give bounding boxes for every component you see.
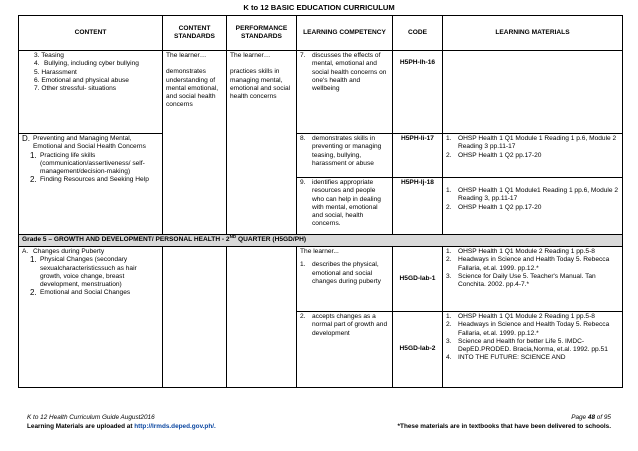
- list-item: OHSP Health 1 Q1 Module 2 Reading 1 pp.5-8: [458, 248, 595, 255]
- grade-heading: Grade 5 – GROWTH AND DEVELOPMENT/ PERSONAL HEALTH - 2ND QUARTER (H5GD/PH): [19, 235, 623, 247]
- header-code: CODE: [393, 16, 443, 51]
- materials-cell: 1. OHSP Health 1 Q1 Module 2 Reading 1 pp.5-8 2. Headways in Science and Health Today 5. Rebecca Fallaria, et.al. 1999. pp.12.* 3. Science for Daily Use 5. Teacher's Manual. Tan Conchita. 2002. pp.4-7.*: [443, 247, 623, 312]
- content-cell: D. Preventing and Managing Mental, Emotional and Social Health Concerns 1. Practicing life skills (communication/assertiveness/ self-management/decision-making) 2. Finding Resources and Seeking Help: [19, 134, 163, 235]
- competency-cell: The learner... 1. describes the physical, emotional and social changes during puberty: [297, 247, 393, 312]
- list-item: Practicing life skills (communication/assertiveness/ self-management/decision-making): [40, 151, 145, 176]
- competency-text: describes the physical, emotional and social changes during puberty: [312, 261, 381, 285]
- content-cell: A. Changes during Puberty 1. Physical Changes (secondary sexualcharacteristicssuch as hair growth, voice change, breast development, menstruation) 2. Emotional and Social Changes: [19, 247, 163, 388]
- code-cell: H5PH-Ih-16: [393, 51, 443, 134]
- content-heading: Preventing and Managing Mental, Emotional and Social Health Concerns: [33, 135, 146, 151]
- header-content: CONTENT: [19, 16, 163, 51]
- competency-text: identifies appropriate resources and people who can help in dealing with mental, emotional and social, health concerns.: [312, 179, 381, 228]
- list-item: 4. Bullying, including cyber bullying: [34, 60, 139, 68]
- competency-text: discusses the effects of mental, emotional and social health concerns on one's health and wellbeing: [312, 52, 387, 93]
- materials-cell: 1. OHSP Health 1 Q1 Module 1 Reading 1 p.6, Module 2 Reading 3 pp.11-17 2. OHSP Health 1 Q2 pp.17-20: [443, 134, 623, 178]
- materials-cell: 1. OHSP Health 1 Q1 Module1 Reading 1 pp.6, Module 2 Reading 3, pp.11-17 2. OHSP Health 1 Q2 pp.17-20: [443, 178, 623, 235]
- footer-note: *These materials are in textbooks that have been delivered to schools.: [397, 423, 611, 430]
- document-title: K to 12 BASIC EDUCATION CURRICULUM: [243, 3, 395, 12]
- header-performance-standards: PERFORMANCE STANDARDS: [227, 16, 297, 51]
- footer-guide: K to 12 Health Curriculum Guide August2016: [27, 414, 155, 421]
- table-row: [19, 51, 623, 134]
- competency-cell: 9. identifies appropriate resources and people who can help in dealing with mental, emotional and social, health concerns.: [297, 178, 393, 235]
- ps-text: practices skills in managing mental, emotional and social health concerns: [230, 68, 291, 101]
- code-cell: H5GD-Iab-1: [393, 247, 443, 312]
- list-item: OHSP Health 1 Q1 Module 1 Reading 1 p.6, Module 2 Reading 3 pp.11-17: [458, 135, 617, 151]
- list-item: Emotional and Social Changes: [40, 289, 131, 297]
- lrmds-link[interactable]: http://lrmds.deped.gov.ph/.: [134, 423, 216, 430]
- list-item: INTO THE FUTURE: SCIENCE AND: [458, 354, 566, 362]
- content-heading: Changes during Puberty: [33, 248, 105, 255]
- list-item: 6. Emotional and physical abuse: [34, 76, 129, 84]
- list-item: 7. Other stressful- situations: [34, 85, 117, 93]
- list-item: Science and Health for better Life 5. IMDC-DepED.PRODED. Bracia,Norma, et.al. 1992. pp.51: [458, 337, 608, 354]
- performance-standards-cell: [227, 51, 297, 235]
- list-item: OHSP Health 1 Q2 pp.17-20: [458, 151, 542, 159]
- grade-heading-row: [19, 235, 623, 247]
- footer-uploaded: Learning Materials are uploaded at: [27, 423, 135, 430]
- header-learning-competency: LEARNING COMPETENCY: [297, 16, 393, 51]
- materials-cell: [443, 51, 623, 134]
- list-item: Headways in Science and Health Today 5. Rebecca Fallaria, et.al. 1999. pp.12.*: [458, 321, 610, 337]
- header-content-standards: CONTENT STANDARDS: [163, 16, 227, 51]
- cs-text: demonstrates understanding of mental emotional, and social health concerns: [166, 68, 219, 109]
- content-standards-cell: [163, 247, 227, 388]
- list-item: OHSP Health 1 Q1 Module 2 Reading 1 pp.5-8: [458, 313, 595, 320]
- table-row: [19, 134, 623, 178]
- header-row: [19, 16, 623, 51]
- competency-cell: 2. accepts changes as a normal part of growth and development: [297, 312, 393, 388]
- content-standards-cell: [163, 51, 227, 235]
- code-cell: H5PH-Ii-17: [393, 134, 443, 178]
- content-cell: [19, 51, 163, 134]
- footer-guide-line: [27, 414, 611, 421]
- competency-cell: 7. discusses the effects of mental, emotional and social health concerns on one's health and wellbeing: [297, 51, 393, 134]
- materials-cell: 1. OHSP Health 1 Q1 Module 2 Reading 1 pp.5-8 2. Headways in Science and Health Today 5. Rebecca Fallaria, et.al. 1999. pp.12.* 3. Science and Health for better Life 5. IMDC-DepED.PRODED. Bracia,Norma, et.al. 1992. pp.51 4. INTO THE FUTURE: SCIENCE AND: [443, 312, 623, 388]
- list-item: Headways in Science and Health Today 5. Rebecca Fallaria, et.al. 1999. pp.12.*: [458, 256, 610, 272]
- page-number: Page 48 of 95: [571, 414, 611, 421]
- table-row: [19, 247, 623, 312]
- code-cell: H5PH-Ij-18: [393, 178, 443, 235]
- code-cell: H5GD-Iab-2: [393, 312, 443, 388]
- competency-cell: 8. demonstrates skills in preventing or managing teasing, bullying, harassment or abuse: [297, 134, 393, 178]
- performance-standards-cell: [227, 247, 297, 388]
- list-item: 5. Harassment: [34, 68, 77, 76]
- list-item: Finding Resources and Seeking Help: [40, 176, 149, 184]
- competency-lead: The learner...: [300, 248, 339, 255]
- curriculum-table: [18, 15, 623, 388]
- ps-lead: The learner…: [230, 52, 271, 59]
- cs-lead: The learner…: [166, 52, 207, 59]
- list-item: OHSP Health 1 Q2 pp.17-20: [458, 203, 542, 211]
- competency-text: accepts changes as a normal part of growth and development: [312, 313, 388, 337]
- list-item: Science for Daily Use 5. Teacher's Manual. Tan Conchita. 2002. pp.4-7.*: [458, 272, 596, 289]
- footer-upload-line: [27, 423, 611, 430]
- competency-text: demonstrates skills in preventing or managing teasing, bullying, harassment or abuse: [312, 135, 382, 167]
- list-item: OHSP Health 1 Q1 Module1 Reading 1 pp.6, Module 2 Reading 3, pp.11-17: [458, 187, 619, 203]
- list-item: 3. Teasing: [34, 52, 64, 59]
- list-item: Physical Changes (secondary sexualcharacteristicssuch as hair growth, voice change, breast development, menstruation): [40, 256, 137, 289]
- header-learning-materials: LEARNING MATERIALS: [443, 16, 623, 51]
